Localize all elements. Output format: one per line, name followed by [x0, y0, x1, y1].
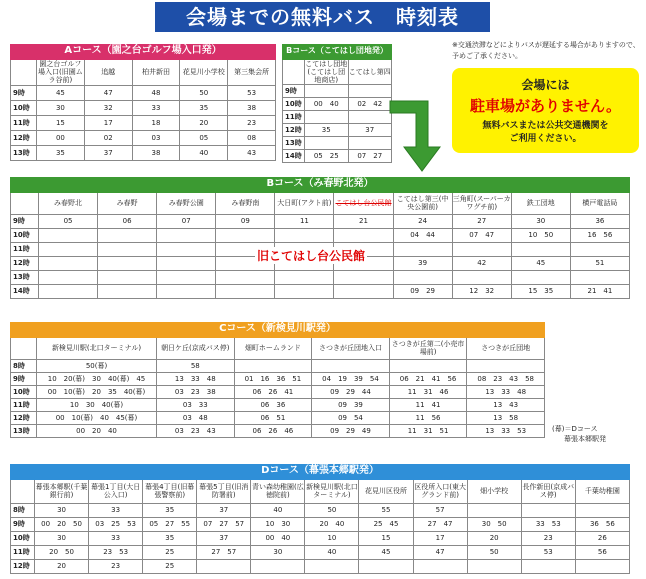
time-cell: 45 [37, 85, 85, 100]
time-cell: 30 [511, 214, 570, 228]
time-cell [521, 559, 575, 573]
table-row [11, 385, 545, 398]
time-cell [234, 359, 312, 372]
time-cell: 00 [37, 130, 85, 145]
time-cell: 53 [228, 85, 276, 100]
course-d-header: 幕張5丁目(旧消防署前) [197, 479, 251, 503]
hour-cell: 11時 [283, 111, 305, 124]
time-cell: 33 [132, 100, 180, 115]
time-cell: 12 32 [452, 284, 511, 298]
time-cell: 42 [452, 256, 511, 270]
time-cell [393, 270, 452, 284]
time-cell: 02 42 [348, 98, 392, 111]
table-row [11, 559, 630, 573]
time-cell: 09 29 44 [312, 385, 390, 398]
time-cell: 30 50 [467, 517, 521, 531]
time-cell: 07 47 [452, 228, 511, 242]
time-cell [334, 270, 393, 284]
page-title: 会場までの無料バス 時刻表 [155, 2, 490, 32]
time-cell [348, 111, 392, 124]
time-cell: 33 53 [521, 517, 575, 531]
time-cell [157, 228, 216, 242]
time-cell [251, 559, 305, 573]
course-b2 [10, 177, 630, 191]
table-row [11, 398, 545, 411]
time-cell: 09 54 [312, 411, 390, 424]
time-cell: 03 33 [157, 398, 235, 411]
course-b2-header: み春野公園 [157, 192, 216, 214]
time-cell: 05 [180, 130, 228, 145]
hour-cell: 12時 [11, 256, 39, 270]
time-cell: 13 43 [467, 398, 545, 411]
time-cell: 56 [575, 545, 629, 559]
time-cell: 13 33 48 [157, 372, 235, 385]
course-c [10, 322, 545, 336]
time-cell: 09 29 [393, 284, 452, 298]
time-cell: 37 [348, 124, 392, 137]
time-cell [511, 270, 570, 284]
time-cell: 27 57 [197, 545, 251, 559]
time-cell: 48 [132, 85, 180, 100]
time-cell: 11 31 46 [389, 385, 467, 398]
time-cell [575, 503, 629, 517]
table-row [11, 424, 545, 437]
course-d-header: 幕張本郷駅(千葉銀行前) [35, 479, 89, 503]
time-cell [305, 111, 349, 124]
course-d-header: 幕張1丁目(大日公入口) [89, 479, 143, 503]
time-cell: 07 27 57 [197, 517, 251, 531]
time-cell: 35 [37, 145, 85, 160]
course-b1-table [282, 58, 392, 163]
course-c-header: 新検見川駅(北口ターミナル) [37, 337, 157, 359]
time-cell: 02 [84, 130, 132, 145]
course-c-table [10, 336, 545, 438]
time-cell [467, 359, 545, 372]
time-cell [359, 559, 413, 573]
table-row [11, 85, 276, 100]
hour-cell: 10時 [11, 100, 37, 115]
time-cell: 10 30 40(幕) [37, 398, 157, 411]
time-cell: 03 48 [157, 411, 235, 424]
table-row [11, 531, 630, 545]
hour-cell: 11時 [11, 545, 35, 559]
time-cell: 25 [143, 559, 197, 573]
time-cell: 20 [467, 531, 521, 545]
course-b2-header: 横戸電話局 [570, 192, 629, 214]
hour-cell: 9時 [11, 85, 37, 100]
course-b2-header: み春野北 [39, 192, 98, 214]
table-row [11, 100, 276, 115]
hour-cell: 14時 [11, 284, 39, 298]
table-row [11, 145, 276, 160]
time-cell: 30 [37, 100, 85, 115]
hour-cell: 10時 [11, 228, 39, 242]
course-b2-header: こてはし第三(中央公園前) [393, 192, 452, 214]
table-row [11, 115, 276, 130]
time-cell [348, 137, 392, 150]
time-cell: 10 50 [511, 228, 570, 242]
time-cell: 07 [157, 214, 216, 228]
course-a-header: 第三集会所 [228, 59, 276, 85]
course-a [10, 44, 276, 58]
course-d-title: Dコース（幕張本郷駅発） [10, 464, 630, 478]
hour-cell: 9時 [11, 214, 39, 228]
time-cell: 10 [305, 531, 359, 545]
time-cell [570, 270, 629, 284]
course-d [10, 464, 630, 478]
hour-cell: 13時 [283, 137, 305, 150]
time-cell: 27 [452, 214, 511, 228]
time-cell: 45 [511, 256, 570, 270]
table-row [11, 411, 545, 424]
time-cell [39, 228, 98, 242]
time-cell: 03 25 53 [89, 517, 143, 531]
time-cell: 00 40 [251, 531, 305, 545]
hour-cell: 10時 [11, 531, 35, 545]
time-cell: 20 40 [305, 517, 359, 531]
time-cell: 47 [84, 85, 132, 100]
time-cell: 00 10(幕) 40 45(幕) [37, 411, 157, 424]
time-cell [275, 228, 334, 242]
time-cell: 33 [89, 503, 143, 517]
time-cell [275, 270, 334, 284]
time-cell: 35 [180, 100, 228, 115]
course-c-title: Cコース（新検見川駅発） [10, 322, 545, 336]
course-c-header: さつきが丘団地入口 [312, 337, 390, 359]
time-cell [197, 559, 251, 573]
time-cell: 06 [98, 214, 157, 228]
time-cell: 58 [157, 359, 235, 372]
table-row [11, 503, 630, 517]
time-cell: 08 23 43 58 [467, 372, 545, 385]
course-d-header: 千葉幼稚園 [575, 479, 629, 503]
course-b1-title: Bコース（こてはし団地発） [282, 44, 392, 58]
time-cell: 40 [251, 503, 305, 517]
time-cell [98, 228, 157, 242]
course-c-header: さつきが丘第二(小売市場前) [389, 337, 467, 359]
hour-cell: 10時 [11, 385, 37, 398]
time-cell: 35 [143, 531, 197, 545]
hour-cell: 11時 [11, 398, 37, 411]
time-cell: 23 53 [89, 545, 143, 559]
time-cell: 33 [89, 531, 143, 545]
time-cell: 38 [132, 145, 180, 160]
time-cell: 50(幕) [37, 359, 157, 372]
course-d-header: 区役所入口(東大グランド前) [413, 479, 467, 503]
time-cell: 04 44 [393, 228, 452, 242]
time-cell: 37 [197, 503, 251, 517]
time-cell: 18 [132, 115, 180, 130]
time-cell: 03 23 38 [157, 385, 235, 398]
hour-cell: 13時 [11, 145, 37, 160]
time-cell [275, 284, 334, 298]
legend: (幕)＝Dコース 幕張本郷駅発 [552, 425, 606, 443]
course-a-table [10, 58, 276, 161]
time-cell [575, 559, 629, 573]
hour-cell: 11時 [11, 115, 37, 130]
time-cell: 16 56 [570, 228, 629, 242]
course-b2-title: Bコース（み春野北発） [10, 177, 630, 191]
table-row [11, 228, 630, 242]
time-cell: 27 47 [413, 517, 467, 531]
time-cell: 36 56 [575, 517, 629, 531]
time-cell: 20 [35, 559, 89, 573]
time-cell [216, 228, 275, 242]
time-cell: 11 31 51 [389, 424, 467, 437]
time-cell: 57 [413, 503, 467, 517]
hour-cell: 9時 [283, 85, 305, 98]
time-cell [157, 256, 216, 270]
time-cell [39, 256, 98, 270]
parking-notice [452, 68, 639, 153]
time-cell: 47 [413, 545, 467, 559]
time-cell: 50 [467, 545, 521, 559]
time-cell [393, 242, 452, 256]
time-cell [98, 270, 157, 284]
table-row [11, 270, 630, 284]
course-b1-header: こてはし第四 [348, 59, 392, 85]
table-row [11, 130, 276, 145]
time-cell [39, 284, 98, 298]
time-cell: 13 33 53 [467, 424, 545, 437]
time-cell: 20 50 [35, 545, 89, 559]
time-cell: 10 20(幕) 30 40(幕) 45 [37, 372, 157, 385]
time-cell: 00 20 40 [37, 424, 157, 437]
time-cell: 13 33 48 [467, 385, 545, 398]
time-cell [452, 270, 511, 284]
course-c-header: 畑町ホームランド [234, 337, 312, 359]
time-cell [389, 359, 467, 372]
course-c-header: 朝日ケ丘(京成バス停) [157, 337, 235, 359]
time-cell: 00 20 50 [35, 517, 89, 531]
time-cell: 25 [143, 545, 197, 559]
notice-line-2: 駐車場がありません。 [470, 97, 621, 115]
time-cell: 53 [521, 545, 575, 559]
hour-cell: 9時 [11, 372, 37, 385]
hour-cell: 12時 [283, 124, 305, 137]
course-d-header: 新検見川駅(北口ターミナル) [305, 479, 359, 503]
time-cell: 15 35 [511, 284, 570, 298]
time-cell [216, 284, 275, 298]
course-d-header: 長作新田(京成バス停) [521, 479, 575, 503]
time-cell: 50 [305, 503, 359, 517]
course-d-header: 青い森幼稚園(広徳院前) [251, 479, 305, 503]
time-cell: 17 [84, 115, 132, 130]
table-row [283, 85, 392, 98]
time-cell: 24 [393, 214, 452, 228]
time-cell [305, 559, 359, 573]
hour-cell: 10時 [283, 98, 305, 111]
time-cell: 09 39 [312, 398, 390, 411]
time-cell: 00 40 [305, 98, 349, 111]
table-row [283, 124, 392, 137]
time-cell: 32 [84, 100, 132, 115]
time-cell: 26 [575, 531, 629, 545]
time-cell: 06 21 41 56 [389, 372, 467, 385]
course-a-header: 花見川小学校 [180, 59, 228, 85]
time-cell: 10 30 [251, 517, 305, 531]
time-cell [521, 503, 575, 517]
time-cell: 40 [305, 545, 359, 559]
time-cell [157, 270, 216, 284]
hour-cell: 12時 [11, 411, 37, 424]
time-cell: 40 [180, 145, 228, 160]
course-b2-header: 大日町(アクト前) [275, 192, 334, 214]
time-cell [452, 242, 511, 256]
time-cell: 11 41 [389, 398, 467, 411]
time-cell: 23 [89, 559, 143, 573]
time-cell: 20 [180, 115, 228, 130]
time-cell: 30 [251, 545, 305, 559]
table-row [11, 545, 630, 559]
time-cell [511, 242, 570, 256]
course-d-table [10, 478, 630, 574]
time-cell: 15 [37, 115, 85, 130]
time-cell: 43 [228, 145, 276, 160]
time-cell: 15 [359, 531, 413, 545]
course-b1 [282, 44, 392, 58]
time-cell [467, 503, 521, 517]
course-a-title: Aコース（園之台ゴルフ場入口発） [10, 44, 276, 58]
time-cell: 13 58 [467, 411, 545, 424]
time-cell: 55 [359, 503, 413, 517]
time-cell: 00 10(幕) 20 35 40(幕) [37, 385, 157, 398]
hour-cell: 9時 [11, 517, 35, 531]
time-cell: 06 26 46 [234, 424, 312, 437]
time-cell [216, 270, 275, 284]
time-cell: 21 [334, 214, 393, 228]
time-cell [413, 559, 467, 573]
course-b2-header: 三角町(スーパーカワグチ前) [452, 192, 511, 214]
hour-cell: 14時 [283, 150, 305, 163]
hour-cell: 12時 [11, 559, 35, 573]
table-row [283, 150, 392, 163]
time-cell [334, 228, 393, 242]
time-cell: 35 [305, 124, 349, 137]
table-row [11, 372, 545, 385]
table-row [283, 137, 392, 150]
delay-note: ※交通渋滞などによりバスが遅延する場合がありますので、予めご了承ください。 [452, 41, 640, 60]
time-cell: 09 29 49 [312, 424, 390, 437]
time-cell: 45 [359, 545, 413, 559]
course-d-header: 幕張4丁目(旧幕張警察前) [143, 479, 197, 503]
time-cell: 50 [180, 85, 228, 100]
table-row [283, 98, 392, 111]
course-b2-header: 鉄工団地 [511, 192, 570, 214]
time-cell [39, 242, 98, 256]
time-cell: 05 27 55 [143, 517, 197, 531]
hour-cell: 13時 [11, 270, 39, 284]
time-cell: 05 25 [305, 150, 349, 163]
table-row [11, 284, 630, 298]
arrow-down-icon [388, 95, 448, 175]
time-cell: 30 [35, 503, 89, 517]
table-row [11, 517, 630, 531]
time-cell: 38 [228, 100, 276, 115]
time-cell [305, 137, 349, 150]
table-row [11, 359, 545, 372]
hour-cell: 11時 [11, 242, 39, 256]
time-cell [157, 284, 216, 298]
time-cell: 08 [228, 130, 276, 145]
time-cell [98, 256, 157, 270]
time-cell: 11 [275, 214, 334, 228]
time-cell: 07 27 [348, 150, 392, 163]
time-cell: 25 45 [359, 517, 413, 531]
time-cell: 23 [521, 531, 575, 545]
time-cell: 06 51 [234, 411, 312, 424]
time-cell: 04 19 39 54 [312, 372, 390, 385]
course-a-header: 柏井新田 [132, 59, 180, 85]
course-d-header: 畑小学校 [467, 479, 521, 503]
course-c-header: さつきが丘団地 [467, 337, 545, 359]
course-b2-header: み春野 [98, 192, 157, 214]
time-cell: 03 [132, 130, 180, 145]
hour-cell: 12時 [11, 130, 37, 145]
time-cell: 03 23 43 [157, 424, 235, 437]
hour-cell: 8時 [11, 359, 37, 372]
time-cell [98, 242, 157, 256]
notice-line-1: 会場には [521, 78, 570, 92]
course-d-header: 花見川区役所 [359, 479, 413, 503]
time-cell [570, 242, 629, 256]
time-cell: 36 [570, 214, 629, 228]
time-cell [334, 284, 393, 298]
time-cell: 17 [413, 531, 467, 545]
time-cell: 09 [216, 214, 275, 228]
time-cell [312, 359, 390, 372]
time-cell: 39 [393, 256, 452, 270]
time-cell [348, 85, 392, 98]
course-a-header: 園之台ゴルフ場入口(旧園ムラ谷前) [38, 60, 83, 85]
time-cell: 05 [39, 214, 98, 228]
table-row [283, 111, 392, 124]
time-cell [305, 85, 349, 98]
notice-line-3: 無料バスまたは公共交通機関を ご利用ください。 [482, 121, 609, 144]
time-cell: 21 41 [570, 284, 629, 298]
course-b2-header-old: こてはし台公民館 [334, 192, 393, 214]
table-row [11, 214, 630, 228]
time-cell [39, 270, 98, 284]
hour-cell: 13時 [11, 424, 37, 437]
hour-cell: 8時 [11, 503, 35, 517]
time-cell: 23 [228, 115, 276, 130]
course-b1-header: こてはし団地(こてはし団地商店) [305, 60, 348, 84]
time-cell: 37 [197, 531, 251, 545]
time-cell: 06 26 41 [234, 385, 312, 398]
time-cell: 37 [84, 145, 132, 160]
time-cell: 51 [570, 256, 629, 270]
old-name-label: 旧こてはし台公民館 [257, 249, 366, 263]
time-cell: 01 16 36 51 [234, 372, 312, 385]
time-cell [157, 242, 216, 256]
course-b2-header: み春野南 [216, 192, 275, 214]
time-cell: 11 56 [389, 411, 467, 424]
time-cell: 06 36 [234, 398, 312, 411]
time-cell [467, 559, 521, 573]
course-b2-table [10, 191, 630, 299]
time-cell [98, 284, 157, 298]
course-a-header: 追越 [84, 59, 132, 85]
time-cell: 30 [35, 531, 89, 545]
time-cell: 35 [143, 503, 197, 517]
